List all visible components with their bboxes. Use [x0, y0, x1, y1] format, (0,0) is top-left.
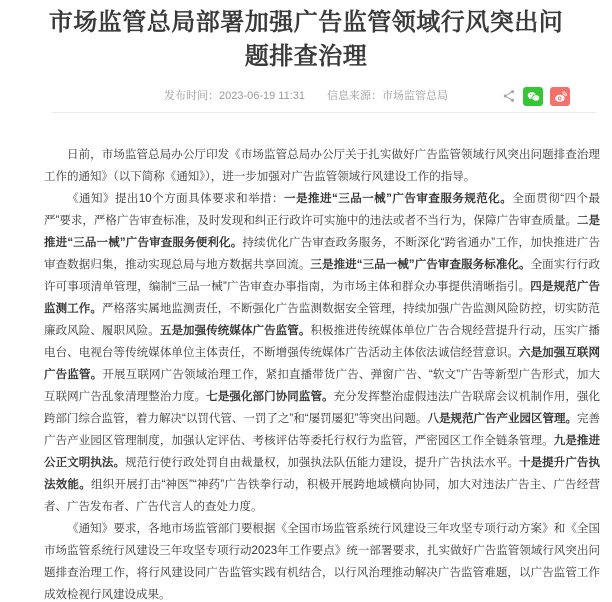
emphasis-text: 四是规范广告监测工作。: [44, 281, 601, 315]
emphasis-text: 六是加强互联网广告监管。: [44, 347, 600, 381]
body-text: 完善广告产业园区管理制度，加强认定评估、考核评估等委托行权行为监管，严密园区工作全链条管理。: [44, 413, 601, 447]
body-text: 《通知》提出10个方面具体要求和举措：: [67, 193, 285, 205]
emphasis-text: 二是推进“三品一械”广告审查服务便利化。: [44, 215, 601, 249]
body-text: 严格落实属地监测责任，不断强化广告监测数据安全管理，持续加强广告监测风险防控，切实防范廉政风险、履职风险。: [44, 303, 601, 337]
emphasis-text: 十是提升广告执法效能。: [44, 457, 601, 491]
emphasis-text: 一是推进“三品一械”广告审查服务规范化。: [284, 193, 513, 205]
article-body: [0, 113, 612, 602]
info-source-value: 市场监管总局: [382, 90, 449, 102]
emphasis-text: 七是强化部门协同监管。: [206, 391, 334, 403]
emphasis-text: 八是规范广告产业园区管理。: [427, 413, 577, 425]
body-text: 全面实行行政许可事项清单管理，编制“三品一械”广告审查办事指南，为市场主体和群众办事提供清晰指引。: [44, 259, 601, 293]
publish-time-label: 发布时间：: [163, 90, 219, 102]
emphasis-text: 九是推进公正文明执法。: [44, 435, 601, 469]
article-paragraph: [44, 188, 600, 518]
body-text: 日前，市场监管总局办公厅印发《市场监管总局办公厅关于扎实做好广告监管领域行风突出问题排查治理工作的通知》（以下简称《通知》），进一步加强对广告监管领域行风建设工作的指导。: [44, 149, 600, 183]
publish-time: [164, 90, 305, 102]
share-nodes-icon[interactable]: [502, 89, 516, 103]
article-meta-bar: [0, 86, 612, 106]
wechat-share-icon[interactable]: [523, 87, 543, 106]
page-title: 市场监管总局部署加强广告监管领域行风突出问题排查治理: [48, 9, 564, 70]
body-text: 《通知》要求，各地市场监管部门要根据《全国市场监管系统行风建设三年攻坚专项行动方案》和《全国市场监管系统行风建设三年攻坚专项行动2023年工作要点》统一部署要求，扎实做好广告监管领域行风突出问题排查治理工作，将行风建设同广告监管实践有机结合，以行风治理推动解决广告监管难题，以广告监管工作成效检视行风建设成果。: [44, 523, 600, 601]
article-paragraph: [44, 518, 600, 602]
weibo-share-icon[interactable]: [550, 87, 570, 106]
body-text: 规范行使行政处罚自由裁量权，加强执法队伍能力建设，提升广告执法水平。: [125, 457, 519, 469]
info-source-label: 信息来源：: [327, 90, 383, 102]
publish-time-value: 2023-06-19 11:31: [218, 90, 306, 102]
body-text: 全面贯彻“四个最严”要求，严格广告审查标准，及时发现和纠正行政许可实施中的违法或者不当行为，保障广告审查质量。: [44, 193, 600, 227]
emphasis-text: 三是推进“三品一械”广告审查服务标准化。: [310, 259, 531, 271]
info-source: [327, 90, 448, 102]
body-text: 充分发挥整治虚假违法广告联席会议机制作用，强化跨部门综合监管，着力解决“以罚代管、一罚了之”和“屡罚屡犯”等突出问题。: [44, 391, 601, 425]
body-text: 开展互联网广告领域治理工作，紧扣直播带货广告、弹窗广告、“软文”广告等新型广告形式，加大互联网广告乱象清理整治力度。: [44, 369, 601, 403]
body-text: 持续优化广告审查政务服务，不断深化“跨省通办”工作，加快推进广告审查数据归集，推动实现总局与地方数据共享回流。: [44, 237, 601, 271]
article-paragraph: [44, 144, 600, 188]
body-text: 积极推进传统媒体单位广告合规经营提升行动，压实广播电台、电视台等传统媒体单位主体责任，不断增强传统媒体广告活动主体依法诚信经营意识。: [44, 325, 601, 359]
emphasis-text: 五是加强传统媒体广告监管。: [159, 325, 311, 337]
body-text: 组织开展打击“神医”“神药”广告铁拳行动，积极开展跨地域横向协同，加大对违法广告主、广告经营者、广告发布者、广告代言人的查处力度。: [44, 479, 600, 513]
share-toolbar: [502, 86, 570, 106]
